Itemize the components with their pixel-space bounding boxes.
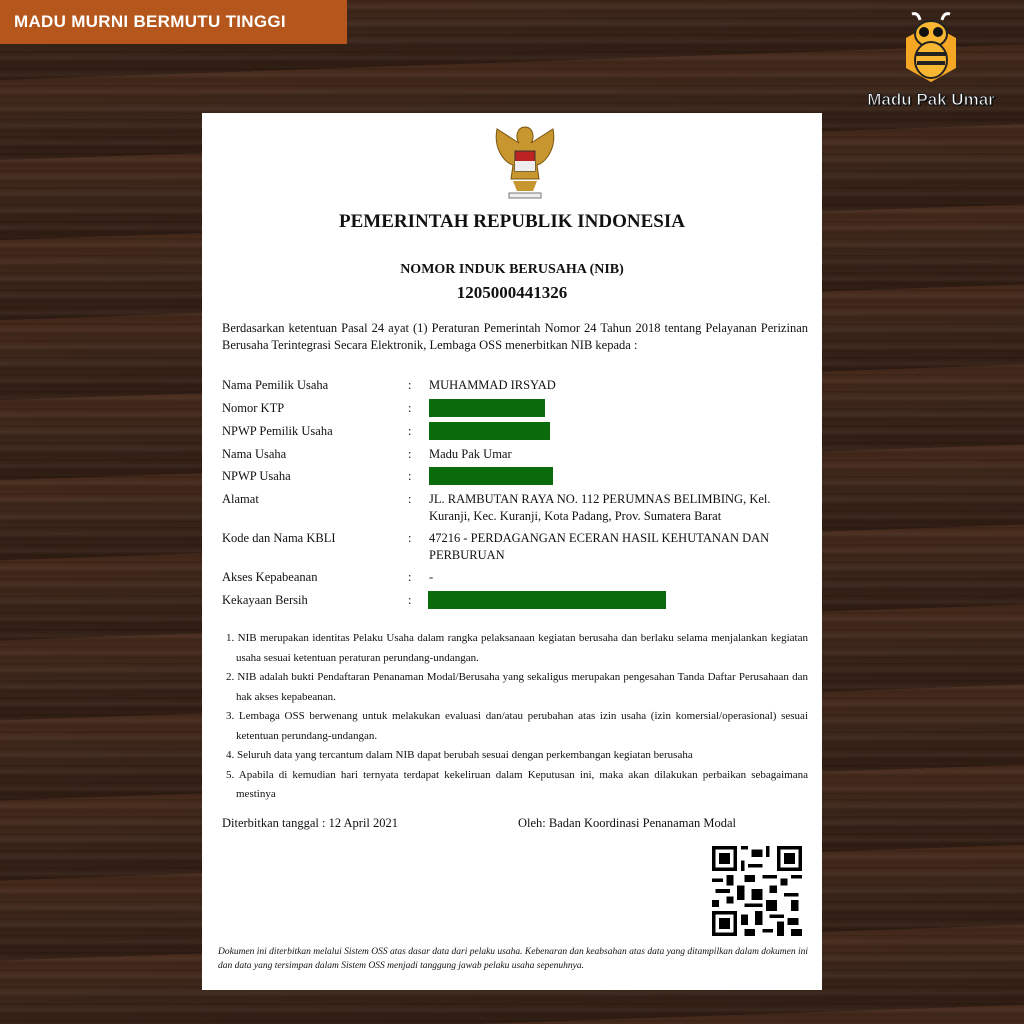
- field-label: Nomor KTP: [222, 401, 285, 415]
- field-colon: :: [408, 570, 412, 584]
- note-item: 2. NIB adalah bukti Pendaftaran Penanaman Modal/Berusaha yang sekaligus merupakan pengesahan Tanda Daftar Perusahaan dan hak akses kepabeanan.: [226, 671, 808, 703]
- redacted-value: [429, 399, 545, 417]
- notes-list: [226, 629, 808, 805]
- field-colon: :: [408, 424, 412, 438]
- note-item: 4. Seluruh data yang tercantum dalam NIB dapat berubah sesuai dengan perkembangan kegiatan berusaha: [226, 749, 693, 761]
- nib-certificate: [202, 113, 822, 990]
- redacted-value: [429, 422, 550, 440]
- brand-logo: [848, 10, 1014, 115]
- field-colon: :: [408, 469, 412, 483]
- bee-icon: [848, 10, 1014, 90]
- note-item: 3. Lembaga OSS berwenang untuk melakukan evaluasi dan/atau perubahan atas izin usaha (izin komersial/operasional) sesuai ketentuan perundang-undangan.: [226, 710, 808, 742]
- document-title: PEMERINTAH REPUBLIK INDONESIA: [339, 211, 685, 232]
- redacted-value: [428, 591, 666, 609]
- intro-paragraph: Berdasarkan ketentuan Pasal 24 ayat (1) Peraturan Pemerintah Nomor 24 Tahun 2018 tentang Pelayanan Perizinan Berusaha Terintegrasi Secara Elektronik, Lembaga OSS menerbitkan NIB kepada :: [222, 321, 808, 352]
- field-label: NPWP Usaha: [222, 469, 291, 483]
- field-colon: :: [408, 531, 412, 545]
- issuer: Oleh: Badan Koordinasi Penanaman Modal: [518, 816, 737, 830]
- field-colon: :: [408, 378, 412, 392]
- brand-logo-text: Madu Pak Umar: [867, 90, 995, 109]
- field-value: Madu Pak Umar: [429, 447, 512, 461]
- redacted-value: [429, 467, 553, 485]
- field-value: -: [429, 570, 434, 584]
- field-label: Kode dan Nama KBLI: [222, 531, 336, 545]
- nib-number: 1205000441326: [456, 283, 568, 302]
- disclaimer-footer: Dokumen ini diterbitkan melalui Sistem OSS atas dasar data dari pelaku usaha. Kebenaran dan keabsahan atas data yang ditampilkan dalam dokumen ini dan data yang tersimpan dalam Sistem OSS menjadi tanggung jawab pelaku usaha sepenuhnya.: [218, 947, 809, 971]
- field-colon: :: [408, 447, 412, 461]
- field-label: Nama Usaha: [222, 447, 287, 461]
- field-label: Nama Pemilik Usaha: [222, 378, 329, 392]
- document-subtitle: NOMOR INDUK BERUSAHA (NIB): [400, 262, 624, 277]
- field-colon: :: [408, 492, 412, 506]
- field-label: Alamat: [222, 492, 259, 506]
- field-value: 47216 - PERDAGANGAN ECERAN HASIL KEHUTANAN DAN PERBURUAN: [429, 531, 770, 562]
- field-value: JL. RAMBUTAN RAYA NO. 112 PERUMNAS BELIMBING, Kel. Kuranji, Kec. Kuranji, Kota Padang, Prov. Sumatera Barat: [429, 492, 771, 523]
- promo-banner: MADU MURNI BERMUTU TINGGI: [0, 0, 347, 44]
- field-label: NPWP Pemilik Usaha: [222, 424, 333, 438]
- field-label: Kekayaan Bersih: [222, 593, 308, 607]
- qr-code-icon: [712, 846, 802, 936]
- note-item: 1. NIB merupakan identitas Pelaku Usaha dalam rangka pelaksanaan kegiatan berusaha dan berlaku selama menjalankan kegiatan usaha sesuai ketentuan peraturan perundang-undangan.: [226, 632, 808, 664]
- field-value: MUHAMMAD IRSYAD: [429, 378, 556, 392]
- issue-date: Diterbitkan tanggal : 12 April 2021: [222, 816, 399, 830]
- field-colon: :: [408, 593, 412, 607]
- field-colon: :: [408, 401, 412, 415]
- garuda-emblem-icon: [487, 119, 563, 201]
- note-item: 5. Apabila di kemudian hari ternyata terdapat kekeliruan dalam Keputusan ini, maka akan dilakukan perbaikan sebagaimana mestinya: [226, 768, 808, 800]
- field-label: Akses Kepabeanan: [222, 570, 318, 584]
